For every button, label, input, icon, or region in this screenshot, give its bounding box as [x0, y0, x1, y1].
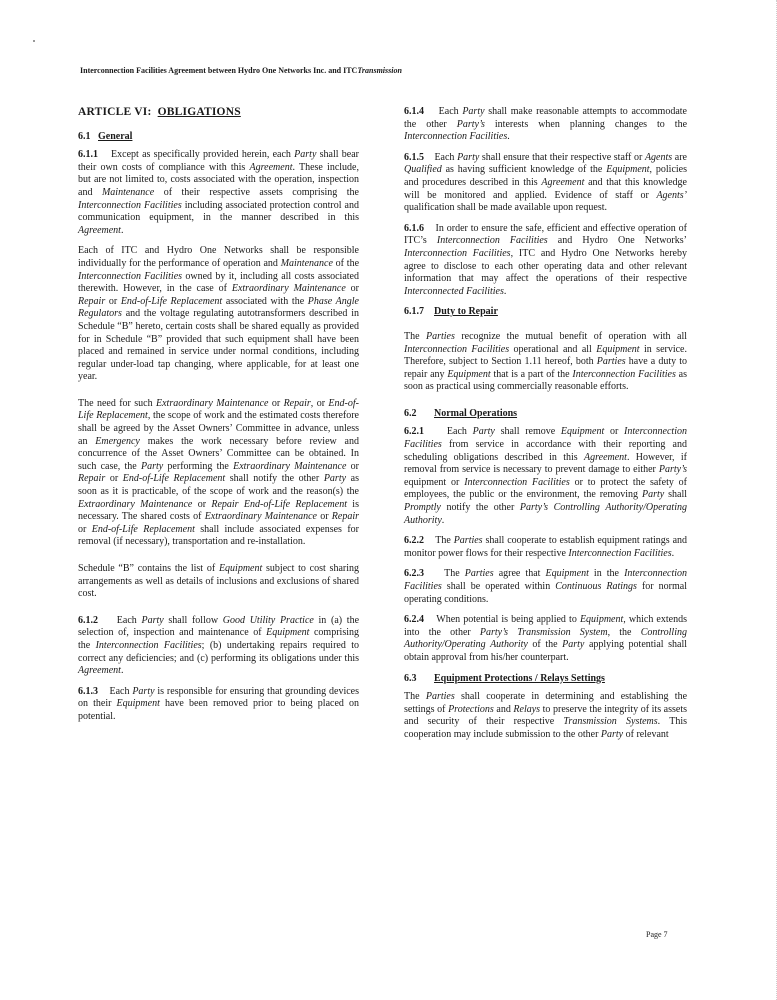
para-6-1-6: 6.1.6 In order to ensure the safe, efficient and effective operation of ITC’s Interconnection Facilities and Hydro One Networks’ Interconnection Facilities, ITC and Hydro One Networks hereby agree to disclose to each other operating data and other relevant information that may affect the operations of their respective Interconnected Facilities.	[404, 222, 687, 297]
article-label: ARTICLE VI:	[78, 106, 152, 118]
article-heading	[78, 106, 359, 119]
left-column	[78, 106, 359, 732]
para-6-1-2: 6.1.2 Each Party shall follow Good Utility Practice in (a) the selection of, inspection and maintenance of Equipment comprising the Interconnection Facilities; (b) undertaking repairs required to correct any deficiencies; and (c) performing its obligations under this Agreement.	[78, 614, 360, 677]
para-6-1-1-b: Each of ITC and Hydro One Networks shall be responsible individually for the performance of operation and Maintenance of the Interconnection Facilities owned by it, including all costs associated therewith. However, in the case of Extraordinary Maintenance or Repair or End-of-Life Replacement associated with the Phase Angle Regulators and the voltage regulating autotransformers described in Schedule “B” hereto, certain costs shall be shared equally as provided for in Schedule “B” provided that such equipment shall have been placed and remained in service under normal conditions, including regular under-load tap changing, where applicable, for at least one year.	[78, 245, 360, 383]
para-6-1-3: 6.1.3 Each Party is responsible for ensuring that grounding devices on their Equipment have been removed prior to being placed on potential.	[78, 685, 359, 722]
para-6-1-5: 6.1.5 Each Party shall ensure that their respective staff or Agents are Qualified as having sufficient knowledge of the Equipment, policies and procedures described in this Agreement and that this knowledge will be monitored and applied. Evidence of staff or Agents’ qualification shall be made available upon request.	[404, 151, 687, 214]
para-6-1-7: The Parties recognize the mutual benefit of operation with all Interconnection Facilities operational and all Equipment in service. Therefore, subject to Section 1.11 hereof, both Parties have a duty to repair any Equipment that is a part of the Interconnection Facilities as soon as practical using commercially reasonable efforts.	[404, 330, 687, 393]
scan-speck	[33, 40, 35, 42]
para-6-3: The Parties shall cooperate in determining and establishing the settings of Protections and Relays to preserve the integrity of its assets and security of their respective Transmission Systems. This cooperation may include submission to the other Party of relevant	[404, 691, 688, 740]
section-6-3-heading: 6.3 Equipment Protections / Relays Settings	[404, 672, 605, 684]
para-6-2-1: 6.2.1 Each Party shall remove Equipment or Interconnection Facilities from service in accordance with their reporting and scheduling obligations described in this Agreement. However, if removal from service is necessary to prevent damage to either Party’s equipment or Interconnection Facilities or to protect the safety of employees, the public or the environment, the removing Party shall Promptly notify the other Party’s Controlling Authority/Operating Authority.	[404, 426, 688, 526]
section-6-2-heading: 6.2 Normal Operations	[404, 407, 518, 419]
header-italic: Transmission	[357, 66, 402, 75]
para-6-1-1-c: The need for such Extraordinary Maintenance or Repair, or End-of-Life Replacement, the scope of work and the estimated costs therefore shall be agreed by the Asset Owners’ Committee in advance, unless an Emergency makes the work necessary before review and concurrence of the Asset Owners’ Committee can be obtained. In such case, the Party performing the Extraordinary Maintenance or Repair or End-of-Life Replacement shall notify the other Party as soon as it is practicable, of the scope of work and the reason(s) the Extraordinary Maintenance or Repair End-of-Life Replacement is necessary. The shared costs of Extraordinary Maintenance or Repair or End-of-Life Replacement shall include associated expenses for removal (if necessary), transportation and re-installation.	[78, 397, 359, 548]
right-column	[404, 106, 687, 750]
para-6-2-4: 6.2.4 When potential is being applied to Equipment, which extends into the other Party’s Transmission System, the Controlling Authority/Operating Authority of the Party applying potential shall obtain approval from his/her counterpart.	[404, 614, 688, 663]
para-6-1-1: 6.1.1 Except as specifically provided herein, each Party shall bear their own costs of compliance with this Agreement. These include, but are not limited to, costs associated with the operation, inspection and Maintenance of their respective assets comprising the Interconnection Facilities including associated protection control and communication equipment, in the manner described in this Agreement.	[78, 149, 360, 236]
article-title: OBLIGATIONS	[157, 106, 241, 118]
para-6-2-3: 6.2.3 The Parties agree that Equipment in the Interconnection Facilities shall be operated within Continuous Ratings for normal operating conditions.	[404, 568, 688, 605]
section-6-1-heading: 6.1 General	[78, 130, 133, 142]
scan-edge	[764, 0, 777, 1000]
running-header	[80, 66, 720, 75]
para-6-2-2: 6.2.2 The Parties shall cooperate to establish equipment ratings and monitor power flows for their respective Interconnection Facilities.	[404, 535, 688, 559]
para-6-1-4: 6.1.4 Each Party shall make reasonable attempts to accommodate the other Party’s interests when planning changes to the Interconnection Facilities.	[404, 106, 688, 143]
header-text: Interconnection Facilities Agreement between Hydro One Networks Inc. and ITC	[80, 66, 358, 75]
para-6-1-1-d: Schedule “B” contains the list of Equipment subject to cost sharing arrangements as well as details of inclusions and exclusions of shared cost.	[78, 563, 359, 600]
section-6-1-7-heading: 6.1.7 Duty to Repair	[404, 306, 498, 318]
page-number: Page 7	[646, 930, 668, 939]
